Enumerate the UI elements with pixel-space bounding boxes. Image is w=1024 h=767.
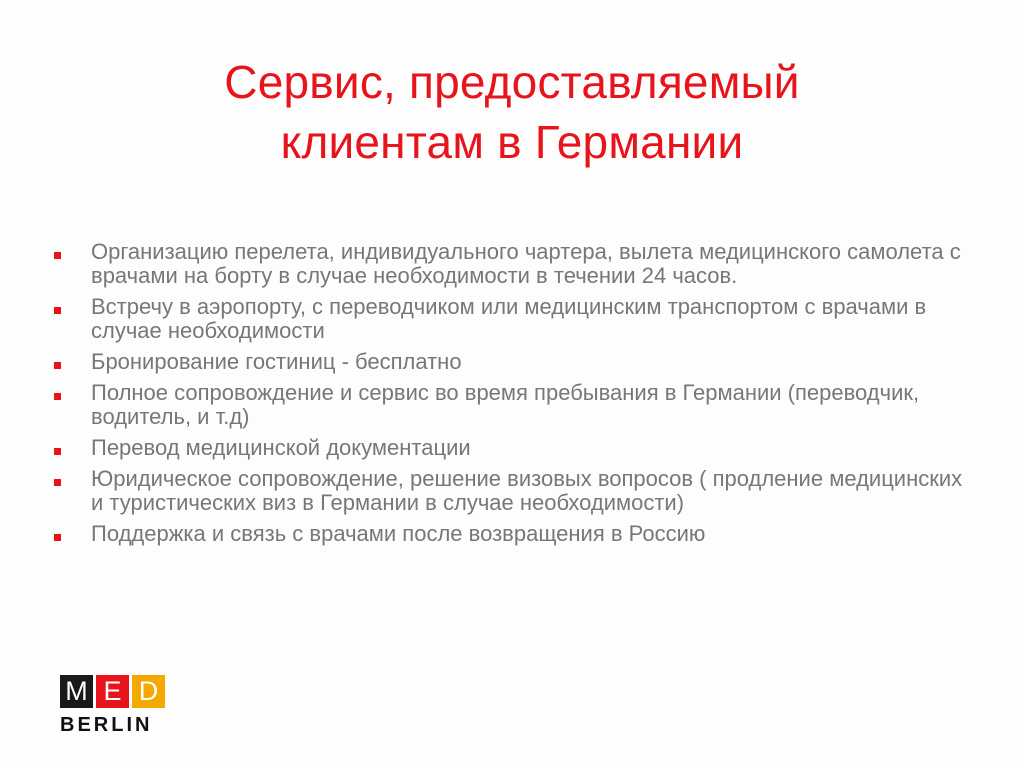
logo-tiles [60,675,170,708]
bullet-item [52,436,972,460]
bullet-text: Встречу в аэропорту, с переводчиком или медицинским транспортом с врачами в случае необходимости [91,294,927,343]
logo-tile-e: E [96,675,129,708]
bullet-list [52,240,972,553]
med-berlin-logo [60,675,170,741]
bullet-item [52,522,972,546]
bullet-square-icon [54,393,61,400]
bullet-item [52,467,972,515]
bullet-item [52,295,972,343]
bullet-text: Перевод медицинской документации [91,435,471,460]
bullet-text: Полное сопровождение и сервис во время пребывания в Германии (переводчик, водитель, и т.д) [91,380,920,429]
logo-tile-d: D [132,675,165,708]
bullet-square-icon [54,479,61,486]
slide-title-line-1: Сервис, предоставляемый [224,56,800,108]
bullet-item [52,381,972,429]
bullet-text: Организацию перелета, индивидуального чартера, вылета медицинского самолета с врачами на борту в случае необходимости в течении 24 часов. [91,239,961,288]
slide-title [80,52,944,172]
slide-title-line-2: клиентам в Германии [280,116,744,168]
bullet-item [52,240,972,288]
bullet-square-icon [54,362,61,369]
bullet-text: Бронирование гостиниц - бесплатно [91,349,462,374]
bullet-square-icon [54,534,61,541]
bullet-square-icon [54,448,61,455]
logo-wordmark: BERLIN [60,714,153,736]
logo-tile-m: M [60,675,93,708]
bullet-square-icon [54,307,61,314]
bullet-text: Юридическое сопровождение, решение визовых вопросов ( продление медицинских и туристических виз в Германии в случае необходимости) [91,466,963,515]
bullet-text: Поддержка и связь с врачами после возвращения в Россию [91,521,706,546]
bullet-square-icon [54,252,61,259]
bullet-item [52,350,972,374]
